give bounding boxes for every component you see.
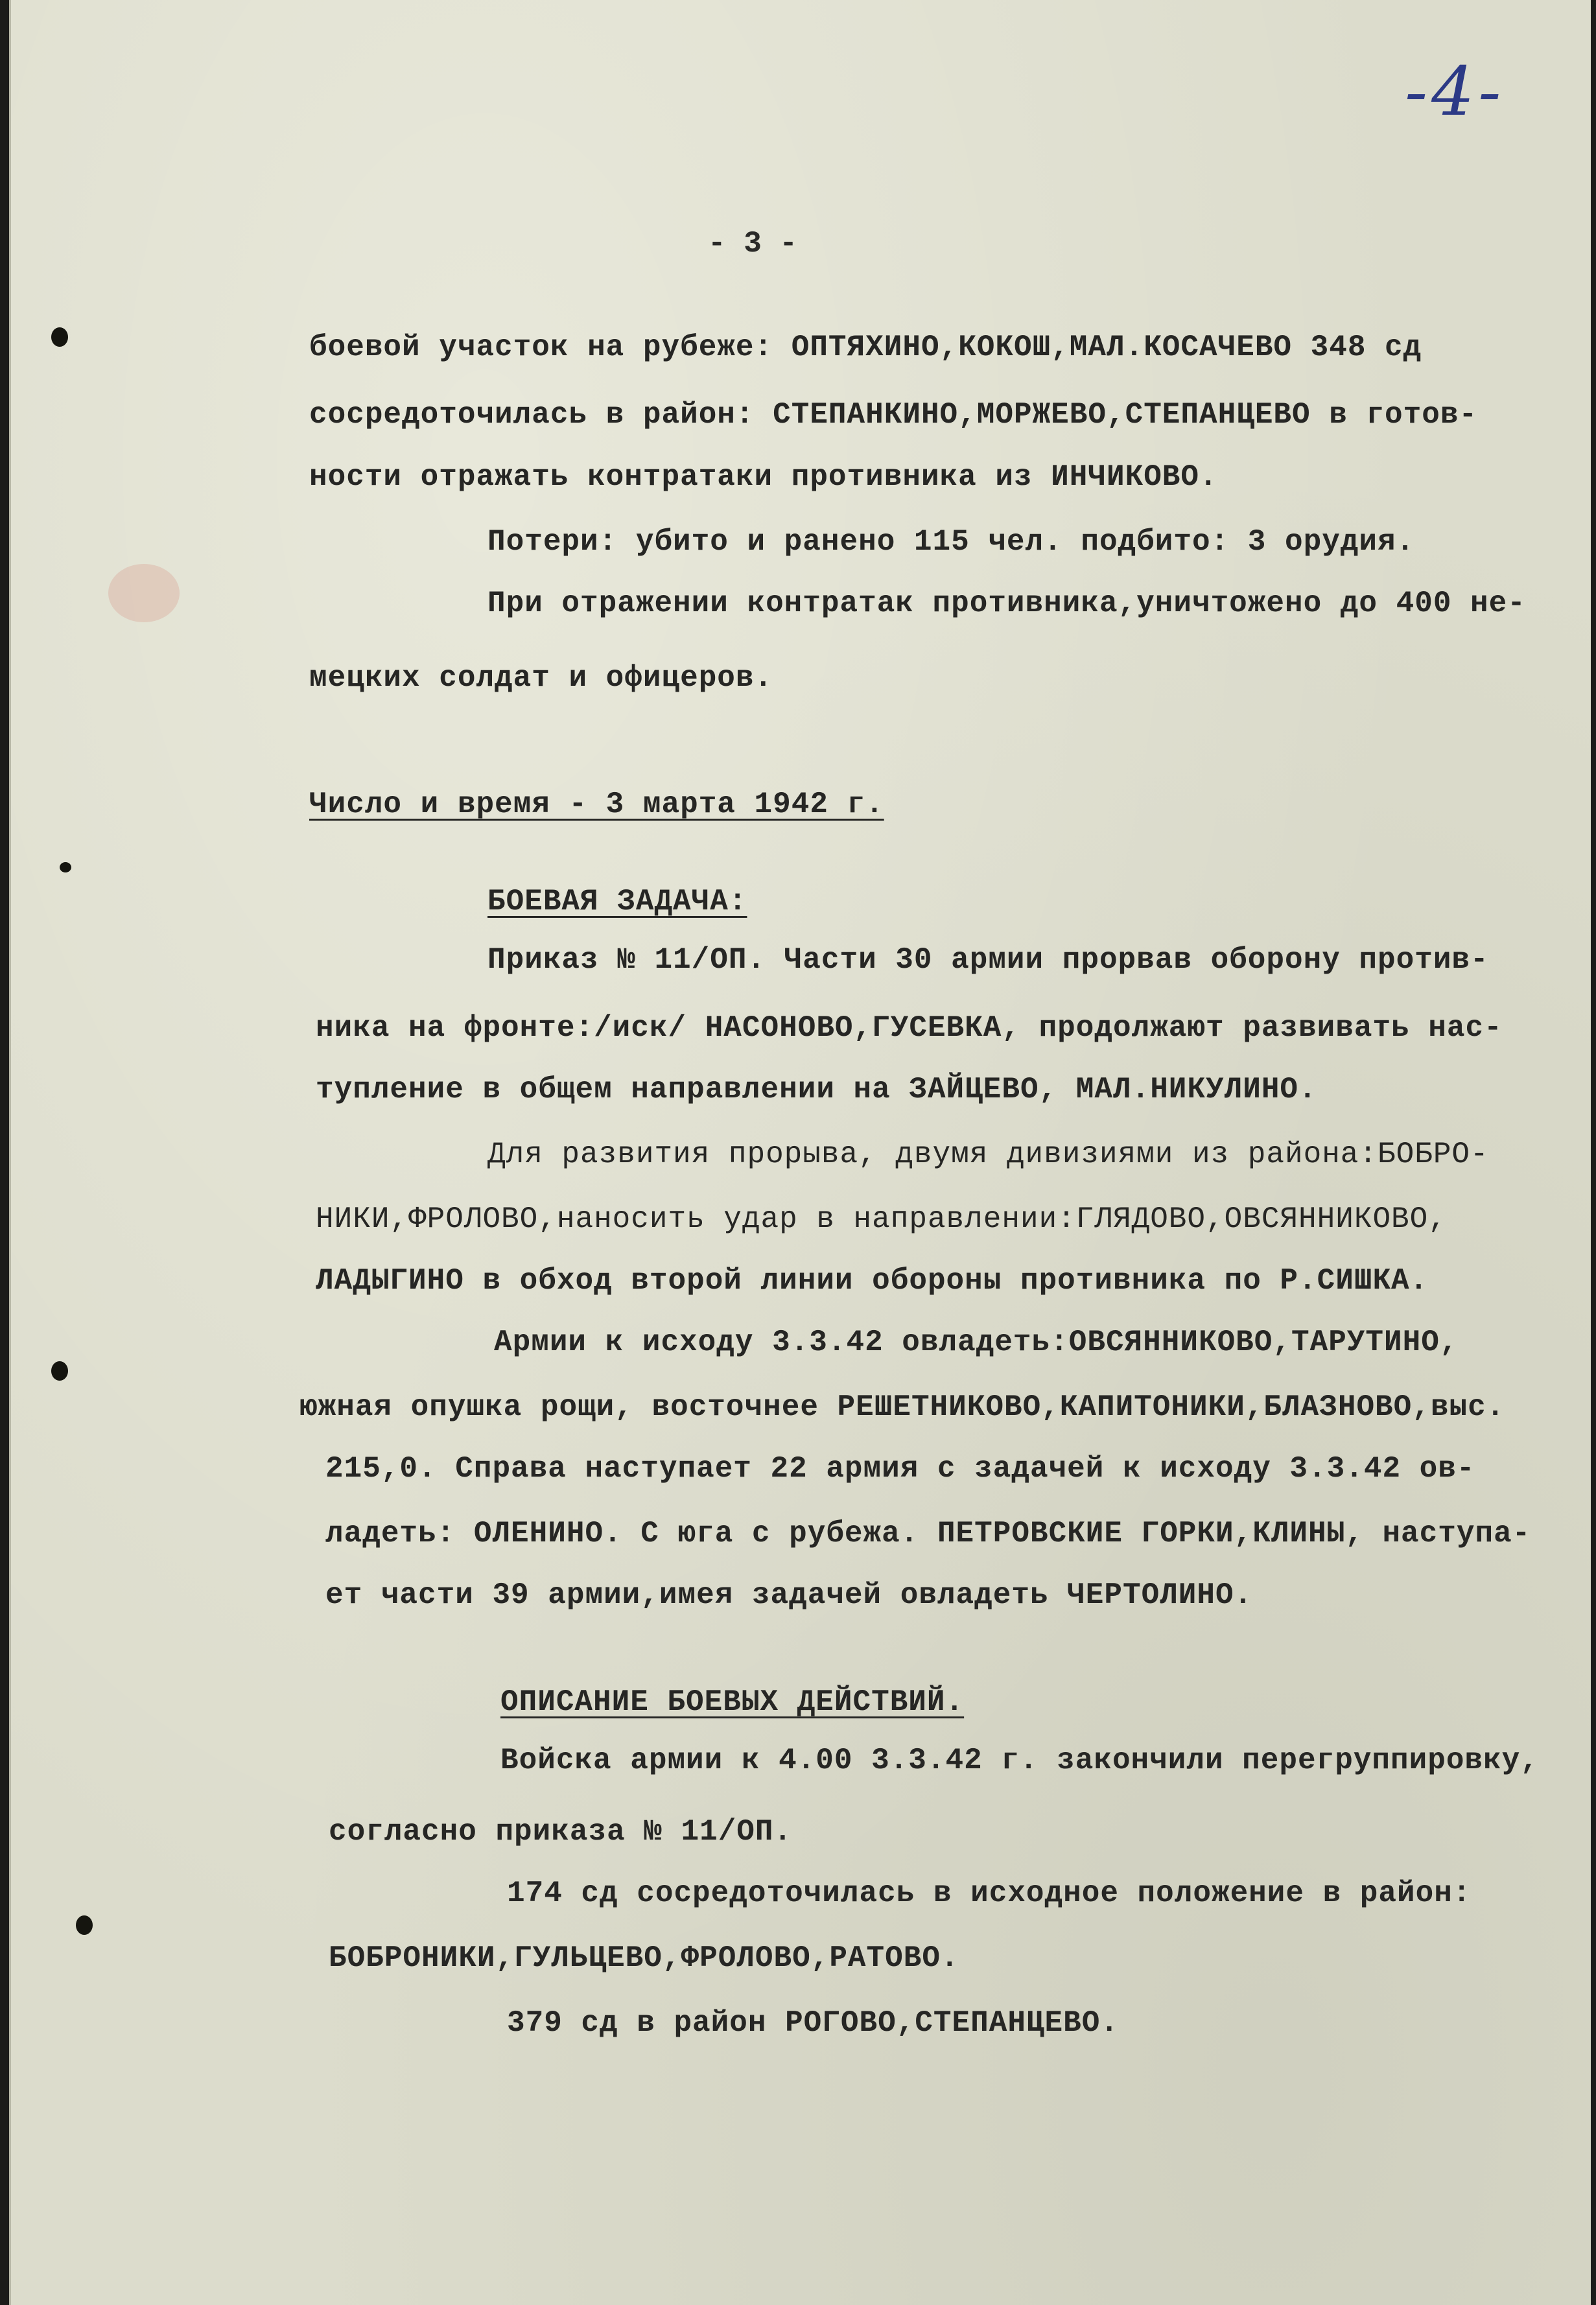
text-line: Армии к исходу 3.3.42 овладеть:ОВСЯННИКОВО,ТАРУТИНО, [494,1326,1459,1359]
text-line: ности отражать контратаки противника из ИНЧИКОВО. [309,460,1218,494]
text-line: южная опушка рощи, восточнее РЕШЕТНИКОВО,КАПИТОНИКИ,БЛАЗНОВО,выс. [299,1390,1505,1424]
section-heading-combat-actions: ОПИСАНИЕ БОЕВЫХ ДЕЙСТВИЙ. [500,1685,965,1719]
text-line: НИКИ,ФРОЛОВО,наносить удар в направлении:ГЛЯДОВО,ОВСЯННИКОВО, [316,1202,1447,1236]
punch-hole [51,1361,68,1381]
text-line: 379 сд в район РОГОВО,СТЕПАНЦЕВО. [507,2006,1119,2040]
text-line: Приказ № 11/ОП. Части 30 армии прорвав оборону против- [487,943,1489,977]
punch-hole [60,862,71,872]
text-line: 174 сд сосредоточилась в исходное положение в район: [507,1877,1472,1910]
paper-stain [108,564,180,622]
text-line: ника на фронте:/иск/ НАСОНОВО,ГУСЕВКА, продолжают развивать нас- [316,1011,1503,1045]
folio-number: -4- [1405,52,1505,131]
text-line: При отражении контратак противника,уничтожено до 400 не- [487,587,1526,620]
punch-hole [51,327,68,347]
page-number: - 3 - [708,227,798,261]
text-line: Потери: убито и ранено 115 чел. подбито: 3 орудия. [487,525,1415,559]
text-line: БОБРОНИКИ,ГУЛЬЦЕВО,ФРОЛОВО,РАТОВО. [329,1941,959,1975]
text-line: боевой участок на рубеже: ОПТЯХИНО,КОКОШ,МАЛ.КОСАЧЕВО 348 сд [309,331,1422,364]
text-line: мецких солдат и офицеров. [309,661,773,695]
punch-hole [76,1915,93,1935]
document-page [9,0,1591,2305]
text-line: ЛАДЫГИНО в обход второй линии обороны противника по Р.СИШКА. [316,1264,1429,1298]
text-line: 215,0. Справа наступает 22 армия с задачей к исходу 3.3.42 ов- [325,1452,1475,1486]
text-line: ладеть: ОЛЕНИНО. С юга с рубежа. ПЕТРОВСКИЕ ГОРКИ,КЛИНЫ, наступа- [325,1517,1531,1550]
text-line: Войска армии к 4.00 3.3.42 г. закончили перегруппировку, [500,1744,1539,1777]
text-line: ет части 39 армии,имея задачей овладеть ЧЕРТОЛИНО. [325,1578,1253,1612]
text-line: тупление в общем направлении на ЗАЙЦЕВО, МАЛ.НИКУЛИНО. [316,1073,1317,1106]
text-line: согласно приказа № 11/ОП. [329,1815,793,1849]
section-heading-combat-task: БОЕВАЯ ЗАДАЧА: [487,885,747,918]
section-date-heading: Число и время - 3 марта 1942 г. [309,788,884,821]
text-line: сосредоточилась в район: СТЕПАНКИНО,МОРЖЕВО,СТЕПАНЦЕВО в готов- [309,398,1478,432]
text-line: Для развития прорыва, двумя дивизиями из района:БОБРО- [487,1138,1489,1171]
